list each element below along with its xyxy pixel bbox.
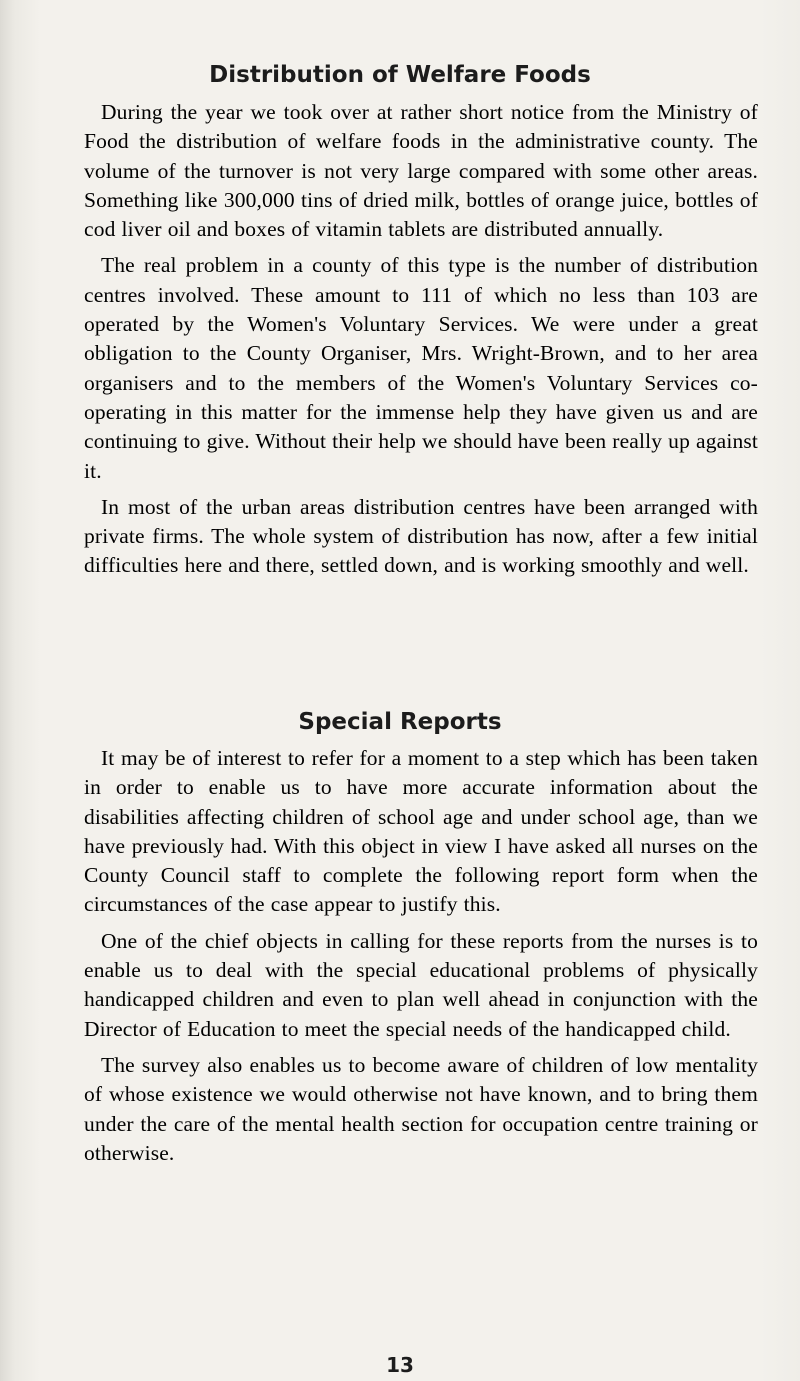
section-special-reports-body [84,744,758,1168]
section-heading-special-reports: Special Reports [298,709,502,735]
section-heading-welfare-foods: Distribution of Welfare Foods [209,62,591,88]
paragraph: The real problem in a county of this type is the number of distribution centres involved. These amount to 111 of which no less than 103 are operated by the Women's Voluntary Services. We were under a great obligation to the County Organiser, Mrs. Wright-Brown, and to her area organisers and to the members of the Women's Voluntary Services co-operating in this matter for the immense help they have given us and are continuing to give. Without their help we should have been really up against it. [84,253,758,483]
section-welfare-foods-body [84,98,758,581]
paragraph: The survey also enables us to become aware of children of low mentality of whose existence we would otherwise not have known, and to bring them under the care of the mental health section for occupation centre training or otherwise. [84,1052,758,1165]
paragraph: It may be of interest to refer for a moment to a step which has been taken in order to enable us to have more accurate information about the disabilities affecting children of school age and under school age, than we have previously had. With this object in view I have asked all nurses on the County Council staff to complete the following report form when the circumstances of the case appear to justify this. [84,746,758,917]
page-number: 13 [386,1353,414,1377]
paragraph: In most of the urban areas distribution centres have been arranged with private firms. The whole system of distribution has now, after a few initial difficulties here and there, settled down, and is working smoothly and well. [84,494,758,578]
paragraph: One of the chief objects in calling for these reports from the nurses is to enable us to deal with the special educational problems of physically handicapped children and even to plan well ahead in conjunction with the Director of Education to meet the special needs of the handicapped child. [84,928,758,1041]
paragraph: During the year we took over at rather short notice from the Ministry of Food the distribution of welfare foods in the administrative county. The volume of the turnover is not very large compared with some other areas. Something like 300,000 tins of dried milk, bottles of orange juice, bottles of cod liver oil and boxes of vitamin tablets are distributed annually. [84,100,758,242]
